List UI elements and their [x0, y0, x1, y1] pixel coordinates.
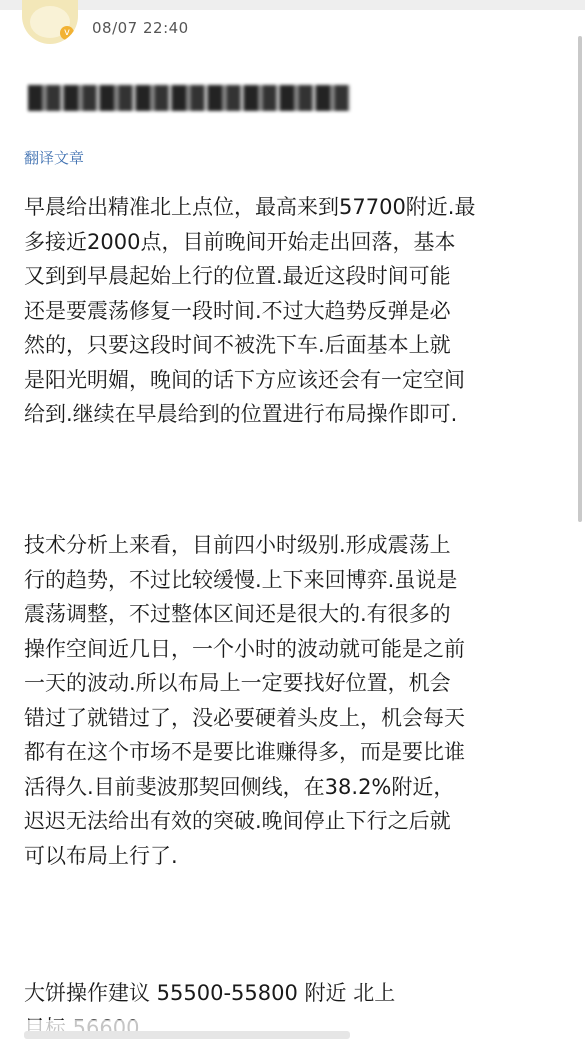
paragraph-line: 迟迟无法给出有效的突破.晚间停止下行之后就 [24, 804, 465, 839]
paragraph-line: 大饼操作建议 55500-55800 附近 北上 [24, 976, 395, 1011]
article-title-blurred [28, 85, 350, 111]
article-paragraph-1 [24, 190, 475, 432]
paragraph-line: 给到.继续在早晨给到的位置进行布局操作即可. [24, 397, 475, 432]
article-paragraph-2 [24, 528, 465, 873]
paragraph-line: 又到到早晨起始上行的位置.最近这段时间可能 [24, 259, 475, 294]
paragraph-line: 还是要震荡修复一段时间.不过大趋势反弹是必 [24, 294, 475, 329]
top-status-strip [0, 0, 585, 10]
paragraph-line: 错过了就错过了，没必要硬着头皮上，机会每天 [24, 701, 465, 736]
paragraph-line: 然的，只要这段时间不被洗下车.后面基本上就 [24, 328, 475, 363]
paragraph-line: 行的趋势，不过比较缓慢.上下来回博弈.虽说是 [24, 563, 465, 598]
verified-badge-icon: v [60, 26, 74, 40]
paragraph-line: 技术分析上来看，目前四小时级别.形成震荡上 [24, 528, 465, 563]
translate-article-link[interactable]: 翻译文章 [24, 147, 84, 168]
paragraph-line: 一天的波动.所以布局上一定要找好位置，机会 [24, 666, 465, 701]
paragraph-line: 可以布局上行了. [24, 839, 465, 874]
scrollbar[interactable] [578, 36, 582, 522]
paragraph-line: 都有在这个市场不是要比谁赚得多，而是要比谁 [24, 735, 465, 770]
author-name[interactable] [92, 0, 212, 10]
paragraph-line: 操作空间近几日，一个小时的波动就可能是之前 [24, 632, 465, 667]
paragraph-line: 是阳光明媚，晚间的话下方应该还会有一定空间 [24, 363, 475, 398]
bottom-placeholder-bar [24, 1031, 350, 1039]
paragraph-line: 多接近2000点，目前晚间开始走出回落，基本 [24, 225, 475, 260]
paragraph-line: 早晨给出精准北上点位，最高来到57700附近.最 [24, 190, 475, 225]
paragraph-line: 震荡调整，不过整体区间还是很大的.有很多的 [24, 597, 465, 632]
paragraph-line: 活得久.目前斐波那契回侧线，在38.2%附近， [24, 770, 465, 805]
author-avatar[interactable] [22, 0, 78, 44]
post-timestamp: 08/07 22:40 [92, 19, 189, 37]
